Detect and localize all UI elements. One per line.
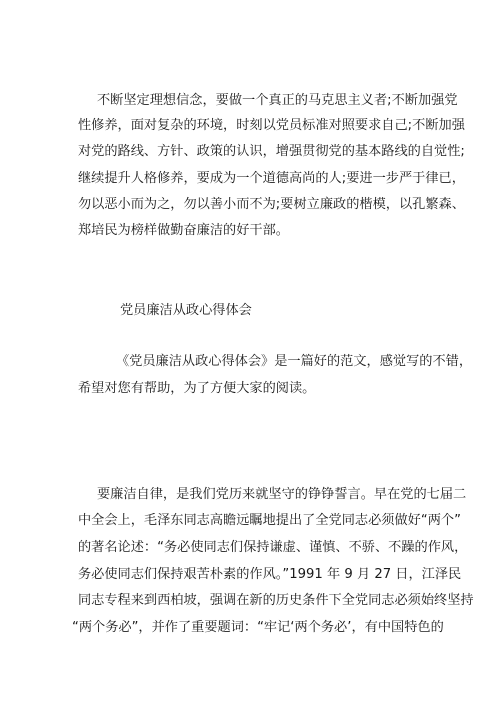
- paragraph1-line-2: 性修养，面对复杂的环境，时刻以党员标准对照要求自己;不断加强: [78, 118, 465, 133]
- intro-line-2: 希望对您有帮助，为了方便大家的阅读。: [78, 381, 316, 396]
- section-heading: 党员廉洁从政心得体会: [120, 303, 252, 318]
- intro-line-1: 《党员廉洁从政心得体会》是一篇好的范文，感觉写的不错，: [116, 354, 473, 369]
- paragraph1-line-1: 不断坚定理想信念，要做一个真正的马克思主义者;不断加强党: [97, 93, 458, 108]
- paragraph1-line-5: 勿以恶小而为之，勿以善小而不为;要树立廉政的楷模，以孔繁森、: [78, 197, 465, 212]
- paragraph2-line-3: 的著名论述：“务必使同志们保持谦虚、谨慎、不骄、不躁的作风，: [78, 540, 468, 555]
- paragraph1-line-4: 继续提升人格修养，要成为一个道德高尚的人;要进一步严于律已，: [78, 171, 465, 186]
- paragraph2-line-4: 务必使同志们保持艰苦朴素的作风。”1991 年 9 月 27 日，江泽民: [78, 567, 462, 582]
- paragraph2-line-2: 中全会上，毛泽东同志高瞻远瞩地提出了全党同志必须做好“两个”: [78, 513, 461, 528]
- paragraph1-line-6: 郑培民为榜样做勤奋廉洁的好干部。: [78, 223, 289, 238]
- paragraph2-line-1: 要廉洁自律，是我们党历来就坚守的铮铮誓言。早在党的七届二: [97, 487, 467, 502]
- paragraph2-line-6: “两个务必”，并作了重要题词：“牢记‘两个务必’，有中国特色的: [72, 620, 444, 635]
- paragraph2-line-5: 同志专程来到西柏坡，强调在新的历史条件下全党同志必须始终坚持: [78, 593, 474, 608]
- paragraph1-line-3: 对党的路线、方针、政策的认识，增强贯彻党的基本路线的自觉性;: [78, 144, 465, 159]
